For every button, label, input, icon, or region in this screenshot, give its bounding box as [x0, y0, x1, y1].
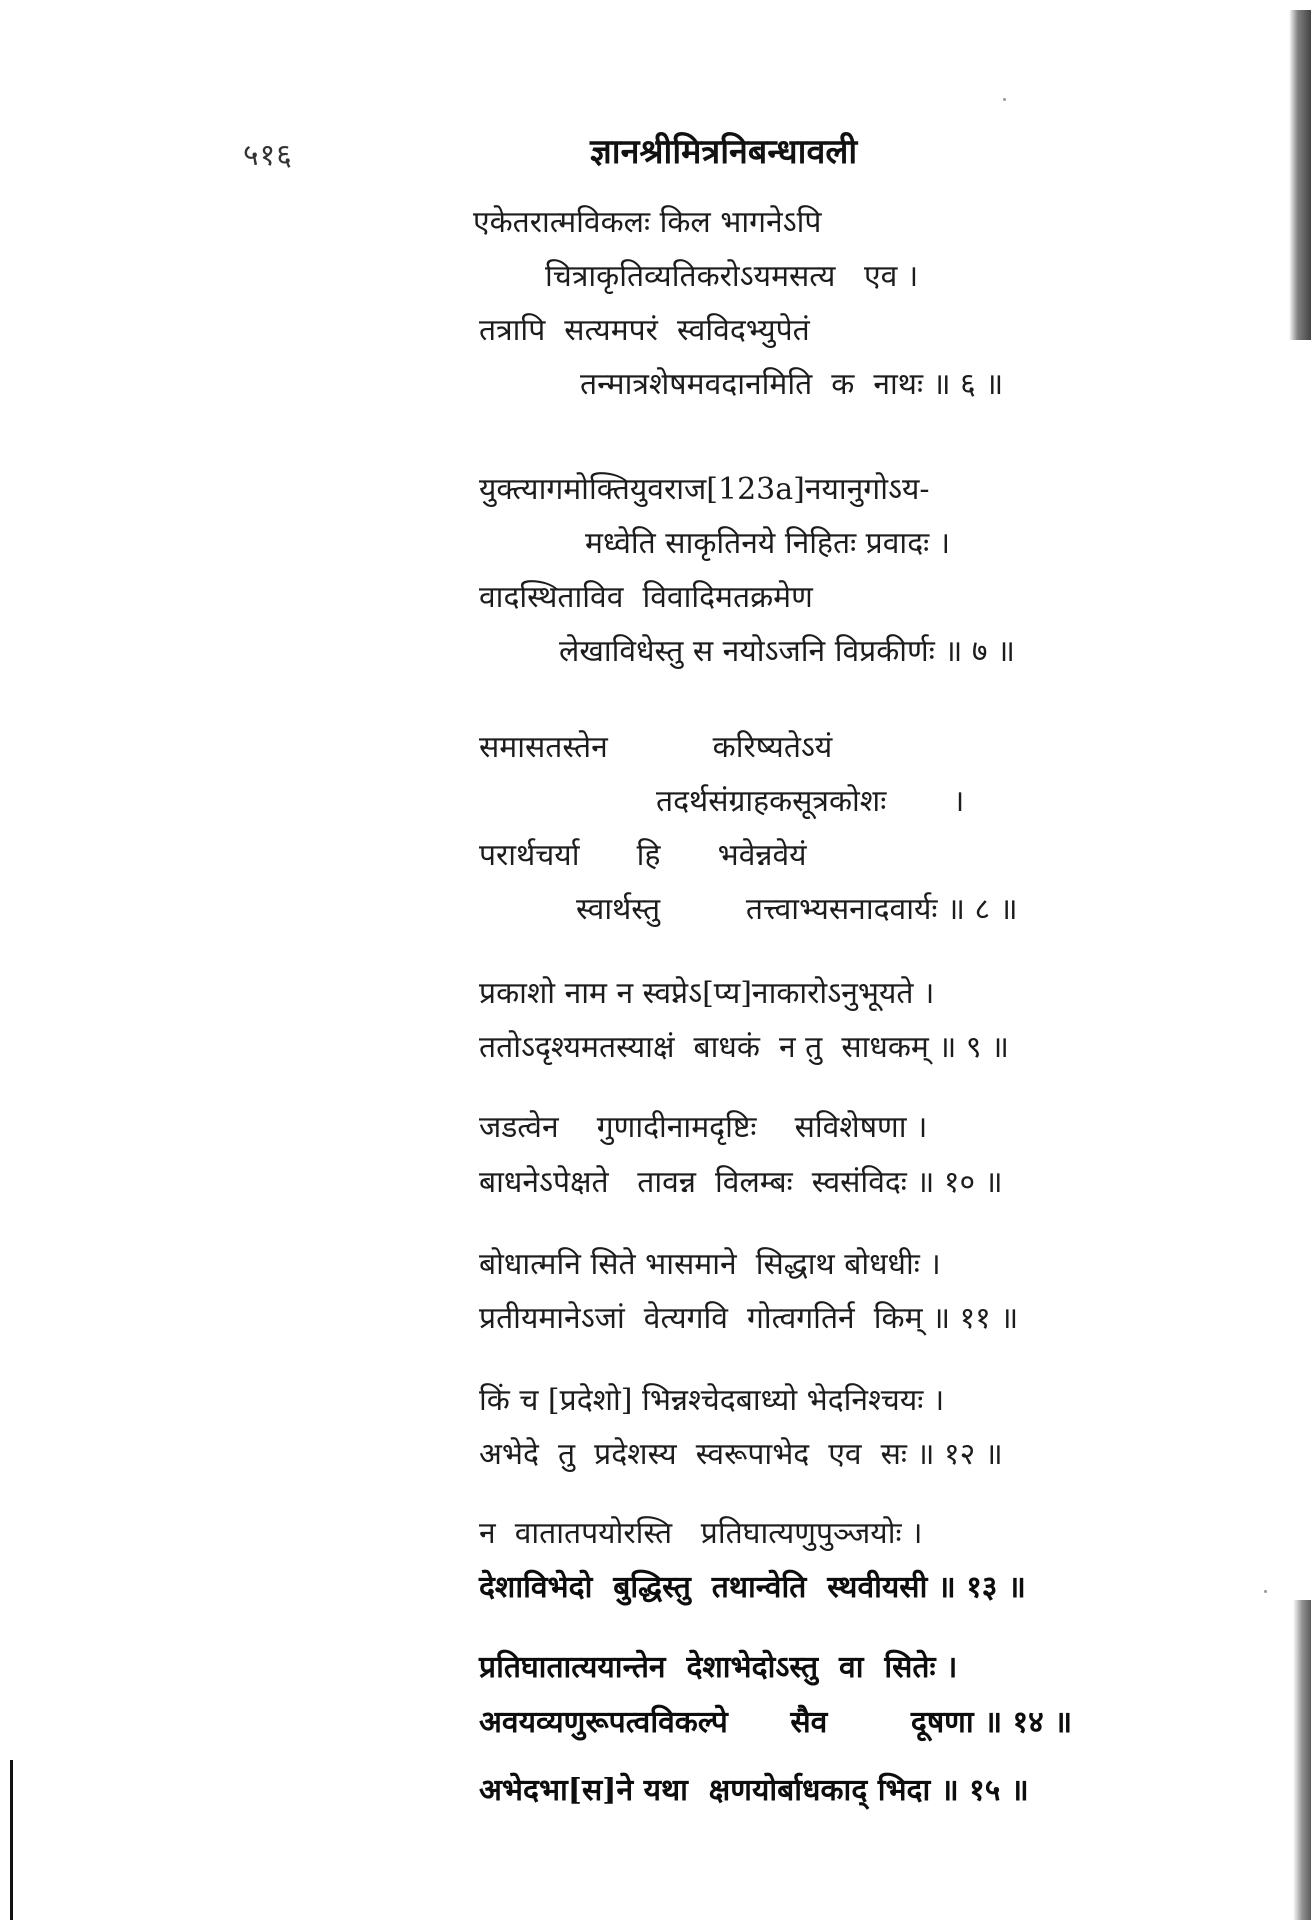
scan-speck: [1264, 1590, 1267, 1593]
page-edge-shadow-bottom: [1293, 1600, 1311, 1920]
verse-line: बाधनेऽपेक्षते तावन्न विलम्बः स्वसंविदः ॥ १० ॥: [479, 1165, 1003, 1200]
verse-line: वादस्थिताविव विवादिमतक्रमेण: [479, 580, 813, 615]
page-number: ५१६: [243, 138, 293, 173]
verse-line: न वातातपयोरस्ति प्रतिघात्यणुपुञ्जयोः ।: [479, 1516, 923, 1551]
verse-line: एकेतरात्मविकलः किल भागनेऽपि: [473, 205, 822, 240]
verse-line: समासतस्तेन करिष्यतेऽयं: [479, 730, 833, 765]
verse-line: तत्रापि सत्यमपरं स्वविदभ्युपेतं: [479, 313, 810, 348]
scan-speck: [1003, 98, 1006, 101]
verse-line: जडत्वेन गुणादीनामदृष्टिः सविशेषणा ।: [479, 1110, 928, 1145]
verse-line: देशाविभेदो बुद्धिस्तु तथान्वेति स्थवीयसी ॥ १३ ॥: [479, 1570, 1026, 1605]
page-edge-shadow-top: [1289, 10, 1311, 340]
verse-line: लेखाविधेस्तु स नयोऽजनि विप्रकीर्णः ॥ ७ ॥: [559, 634, 1015, 669]
verse-line: ततोऽदृश्यमतस्याक्षं बाधकं न तु साधकम् ॥ ९ ॥: [479, 1030, 1009, 1065]
verse-line: अभेदे तु प्रदेशस्य स्वरूपाभेद एव सः ॥ १२ ॥: [479, 1437, 1003, 1472]
verse-line: बोधात्मनि सिते भासमाने सिद्धाथ बोधधीः ।: [479, 1247, 941, 1282]
verse-line: चित्राकृतिव्यतिकरोऽयमसत्य एव ।: [545, 259, 919, 294]
verse-line: प्रतीयमानेऽजां वेत्यगवि गोत्वगतिर्न किम् ॥ ११ ॥: [479, 1301, 1019, 1336]
verse-line: स्वार्थस्तु तत्त्वाभ्यसनादवार्यः ॥ ८ ॥: [576, 892, 1018, 927]
verse-line: प्रतिघातात्ययान्तेन देशाभेदोऽस्तु वा सितेः ।: [479, 1650, 958, 1685]
verse-line: अभेदभा[स]ने यथा क्षणयोर्बाधकाद् भिदा ॥ १५ ॥: [479, 1773, 1029, 1808]
verse-line: तदर्थसंग्राहकसूत्रकोशः ।: [656, 784, 965, 819]
running-head: ज्ञानश्रीमित्रनिबन्धावली: [590, 132, 858, 172]
verse-line: तन्मात्रशेषमवदानमिति क नाथः ॥ ६ ॥: [580, 367, 1004, 402]
verse-line: परार्थचर्या हि भवेन्नवेयं: [479, 838, 807, 873]
verse-line: प्रकाशो नाम न स्वप्नेऽ[प्य]नाकारोऽनुभूयते ।: [479, 976, 935, 1011]
verse-line: युक्त्यागमोक्तियुवराज[123a]नयानुगोऽय-: [479, 472, 930, 507]
verse-line: मध्वेति साकृतिनये निहितः प्रवादः ।: [585, 526, 951, 561]
verse-line: अवयव्यणुरूपत्वविकल्पे सैव दूषणा ॥ १४ ॥: [479, 1705, 1073, 1740]
page-edge-mark-left: [10, 1760, 13, 1920]
verse-line: किं च [प्रदेशो] भिन्नश्चेदबाध्यो भेदनिश्चयः ।: [479, 1383, 945, 1418]
